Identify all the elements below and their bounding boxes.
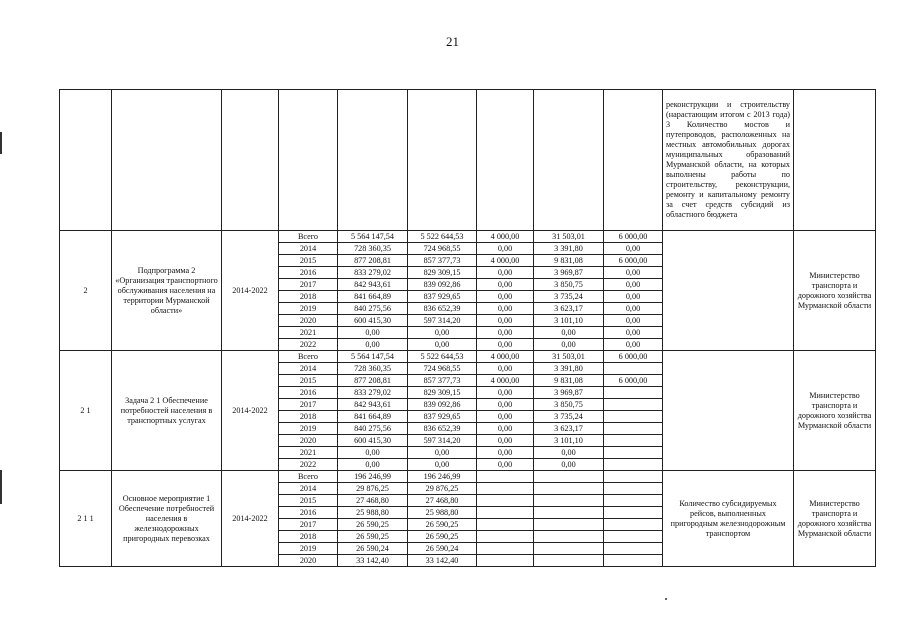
value-cell-v5: 0,00 xyxy=(604,339,663,351)
year-cell: 2015 xyxy=(279,255,338,267)
value-cell-v4 xyxy=(534,495,604,507)
block-number: 2 1 xyxy=(60,351,112,471)
value-cell-v3: 0,00 xyxy=(477,243,534,255)
value-cell-v3: 0,00 xyxy=(477,363,534,375)
block-indicator xyxy=(663,351,794,471)
block-number: 2 1 1 xyxy=(60,471,112,567)
table-row xyxy=(60,471,876,483)
continuation-row xyxy=(60,90,876,231)
block-name: Подпрограмма 2 «Организация транспортного обслуживания населения на территории Мурманской области» xyxy=(112,231,222,351)
year-cell: 2022 xyxy=(279,459,338,471)
value-cell-v3 xyxy=(477,507,534,519)
value-cell-v2: 0,00 xyxy=(408,327,477,339)
value-cell-v2: 836 652,39 xyxy=(408,303,477,315)
value-cell-v1: 26 590,24 xyxy=(338,543,408,555)
value-cell-v4 xyxy=(534,471,604,483)
value-cell-v3: 0,00 xyxy=(477,423,534,435)
value-cell-v4: 3 735,24 xyxy=(534,411,604,423)
value-cell-v4: 3 623,17 xyxy=(534,423,604,435)
cell-empty xyxy=(604,90,663,231)
page-dot xyxy=(665,598,667,600)
value-cell-v3: 4 000,00 xyxy=(477,351,534,363)
table-row xyxy=(60,231,876,243)
year-cell: Всего xyxy=(279,471,338,483)
year-cell: 2016 xyxy=(279,267,338,279)
binding-mark-bottom xyxy=(0,470,2,504)
value-cell-v3 xyxy=(477,531,534,543)
value-cell-v2: 839 092,86 xyxy=(408,399,477,411)
cell-empty xyxy=(534,90,604,231)
value-cell-v1: 877 208,81 xyxy=(338,255,408,267)
value-cell-v1: 600 415,30 xyxy=(338,435,408,447)
value-cell-v3: 0,00 xyxy=(477,387,534,399)
value-cell-v4 xyxy=(534,483,604,495)
value-cell-v5: 0,00 xyxy=(604,291,663,303)
value-cell-v5 xyxy=(604,435,663,447)
value-cell-v5 xyxy=(604,447,663,459)
value-cell-v5 xyxy=(604,423,663,435)
value-cell-v5: 6 000,00 xyxy=(604,375,663,387)
value-cell-v1: 196 246,99 xyxy=(338,471,408,483)
value-cell-v1: 833 279,02 xyxy=(338,267,408,279)
value-cell-v4: 31 503,01 xyxy=(534,231,604,243)
year-cell: 2018 xyxy=(279,291,338,303)
value-cell-v2: 857 377,73 xyxy=(408,375,477,387)
value-cell-v5 xyxy=(604,363,663,375)
value-cell-v2: 857 377,73 xyxy=(408,255,477,267)
year-cell: 2017 xyxy=(279,279,338,291)
value-cell-v4: 0,00 xyxy=(534,459,604,471)
value-cell-v4 xyxy=(534,555,604,567)
value-cell-v5 xyxy=(604,495,663,507)
value-cell-v1: 33 142,40 xyxy=(338,555,408,567)
value-cell-v3: 0,00 xyxy=(477,303,534,315)
value-cell-v3: 4 000,00 xyxy=(477,255,534,267)
year-cell: 2019 xyxy=(279,303,338,315)
value-cell-v2: 26 590,25 xyxy=(408,531,477,543)
value-cell-v4: 3 101,10 xyxy=(534,435,604,447)
value-cell-v4: 3 391,80 xyxy=(534,243,604,255)
year-cell: 2019 xyxy=(279,423,338,435)
value-cell-v3 xyxy=(477,543,534,555)
value-cell-v3: 0,00 xyxy=(477,315,534,327)
value-cell-v5 xyxy=(604,459,663,471)
value-cell-v1: 877 208,81 xyxy=(338,375,408,387)
value-cell-v3: 0,00 xyxy=(477,267,534,279)
cell-empty xyxy=(60,90,112,231)
value-cell-v3: 0,00 xyxy=(477,339,534,351)
value-cell-v5: 0,00 xyxy=(604,243,663,255)
value-cell-v3: 0,00 xyxy=(477,435,534,447)
value-cell-v5: 6 000,00 xyxy=(604,231,663,243)
value-cell-v5: 0,00 xyxy=(604,303,663,315)
value-cell-v1: 0,00 xyxy=(338,339,408,351)
value-cell-v5 xyxy=(604,543,663,555)
year-cell: 2015 xyxy=(279,375,338,387)
value-cell-v2: 0,00 xyxy=(408,459,477,471)
value-cell-v2: 0,00 xyxy=(408,447,477,459)
table-row xyxy=(60,351,876,363)
block-responsible: Министерство транспорта и дорожного хозяйства Мурманской области xyxy=(794,231,876,351)
year-cell: 2020 xyxy=(279,555,338,567)
page-number: 21 xyxy=(446,34,459,49)
value-cell-v5 xyxy=(604,411,663,423)
value-cell-v4: 9 831,08 xyxy=(534,375,604,387)
block-name: Основное мероприятие 1 Обеспечение потребностей населения в железнодорожных пригородных перевозках xyxy=(112,471,222,567)
value-cell-v1: 5 564 147,54 xyxy=(338,351,408,363)
cell-empty xyxy=(408,90,477,231)
block-indicator: Количество субсидируемых рейсов, выполненных пригородным железнодорожным транспортом xyxy=(663,471,794,567)
value-cell-v5: 0,00 xyxy=(604,267,663,279)
year-cell: 2022 xyxy=(279,339,338,351)
value-cell-v5 xyxy=(604,471,663,483)
block-indicator xyxy=(663,231,794,351)
program-table xyxy=(59,89,876,567)
value-cell-v4: 3 969,87 xyxy=(534,387,604,399)
year-cell: 2018 xyxy=(279,531,338,543)
value-cell-v4 xyxy=(534,543,604,555)
value-cell-v3: 4 000,00 xyxy=(477,375,534,387)
value-cell-v2: 837 929,65 xyxy=(408,411,477,423)
cell-empty xyxy=(222,90,279,231)
value-cell-v2: 29 876,25 xyxy=(408,483,477,495)
value-cell-v4 xyxy=(534,519,604,531)
value-cell-v5 xyxy=(604,483,663,495)
value-cell-v5 xyxy=(604,519,663,531)
value-cell-v3: 0,00 xyxy=(477,459,534,471)
value-cell-v4: 0,00 xyxy=(534,327,604,339)
value-cell-v1: 29 876,25 xyxy=(338,483,408,495)
value-cell-v1: 728 360,35 xyxy=(338,243,408,255)
value-cell-v2: 724 968,55 xyxy=(408,243,477,255)
value-cell-v1: 0,00 xyxy=(338,327,408,339)
value-cell-v1: 27 468,80 xyxy=(338,495,408,507)
block-period: 2014-2022 xyxy=(222,351,279,471)
value-cell-v2: 26 590,24 xyxy=(408,543,477,555)
year-cell: 2016 xyxy=(279,387,338,399)
value-cell-v2: 25 988,80 xyxy=(408,507,477,519)
value-cell-v3 xyxy=(477,471,534,483)
value-cell-v1: 26 590,25 xyxy=(338,519,408,531)
value-cell-v1: 5 564 147,54 xyxy=(338,231,408,243)
block-period: 2014-2022 xyxy=(222,471,279,567)
value-cell-v4: 3 623,17 xyxy=(534,303,604,315)
binding-mark-top xyxy=(0,132,2,154)
year-cell: 2021 xyxy=(279,447,338,459)
year-cell: 2018 xyxy=(279,411,338,423)
value-cell-v1: 0,00 xyxy=(338,459,408,471)
indicator-continuation: реконструкции и строительству (нарастающим итогом с 2013 года) 3 Количество мостов и путепроводов, расположенных на местных автомобильных дорогах муниципальных образований Мурманской области, на которых выполнены работы по строительству, реконструкции, ремонту и капитальному ремонту за счет средств субсидий из областного бюджета xyxy=(663,90,794,231)
value-cell-v4: 3 391,80 xyxy=(534,363,604,375)
year-cell: 2016 xyxy=(279,507,338,519)
year-cell: 2019 xyxy=(279,543,338,555)
year-cell: 2014 xyxy=(279,243,338,255)
value-cell-v1: 841 664,89 xyxy=(338,411,408,423)
value-cell-v3: 0,00 xyxy=(477,327,534,339)
block-period: 2014-2022 xyxy=(222,231,279,351)
value-cell-v4: 3 101,10 xyxy=(534,315,604,327)
year-cell: Всего xyxy=(279,351,338,363)
value-cell-v2: 836 652,39 xyxy=(408,423,477,435)
value-cell-v2: 0,00 xyxy=(408,339,477,351)
value-cell-v3 xyxy=(477,555,534,567)
value-cell-v1: 0,00 xyxy=(338,447,408,459)
value-cell-v2: 597 314,20 xyxy=(408,435,477,447)
year-cell: 2021 xyxy=(279,327,338,339)
value-cell-v1: 728 360,35 xyxy=(338,363,408,375)
value-cell-v5: 0,00 xyxy=(604,327,663,339)
year-cell: 2020 xyxy=(279,315,338,327)
value-cell-v5 xyxy=(604,387,663,399)
value-cell-v2: 829 309,15 xyxy=(408,267,477,279)
cell-empty xyxy=(338,90,408,231)
value-cell-v3 xyxy=(477,483,534,495)
cell-empty xyxy=(279,90,338,231)
value-cell-v5: 0,00 xyxy=(604,279,663,291)
value-cell-v4: 9 831,08 xyxy=(534,255,604,267)
value-cell-v2: 839 092,86 xyxy=(408,279,477,291)
value-cell-v3 xyxy=(477,519,534,531)
value-cell-v2: 724 968,55 xyxy=(408,363,477,375)
value-cell-v2: 597 314,20 xyxy=(408,315,477,327)
value-cell-v1: 840 275,56 xyxy=(338,423,408,435)
block-name: Задача 2 1 Обеспечение потребностей населения в транспортных услугах xyxy=(112,351,222,471)
value-cell-v3: 0,00 xyxy=(477,279,534,291)
value-cell-v3: 0,00 xyxy=(477,447,534,459)
value-cell-v3: 0,00 xyxy=(477,411,534,423)
value-cell-v5 xyxy=(604,531,663,543)
value-cell-v4 xyxy=(534,531,604,543)
value-cell-v4: 0,00 xyxy=(534,339,604,351)
value-cell-v2: 196 246,99 xyxy=(408,471,477,483)
value-cell-v4: 0,00 xyxy=(534,447,604,459)
value-cell-v4 xyxy=(534,507,604,519)
block-responsible: Министерство транспорта и дорожного хозяйства Мурманской области xyxy=(794,471,876,567)
value-cell-v1: 841 664,89 xyxy=(338,291,408,303)
cell-empty xyxy=(794,90,876,231)
value-cell-v3 xyxy=(477,495,534,507)
value-cell-v3: 4 000,00 xyxy=(477,231,534,243)
year-cell: 2015 xyxy=(279,495,338,507)
value-cell-v4: 3 850,75 xyxy=(534,399,604,411)
value-cell-v4: 3 969,87 xyxy=(534,267,604,279)
value-cell-v4: 3 735,24 xyxy=(534,291,604,303)
block-number: 2 xyxy=(60,231,112,351)
year-cell: 2014 xyxy=(279,363,338,375)
block-responsible: Министерство транспорта и дорожного хозяйства Мурманской области xyxy=(794,351,876,471)
value-cell-v3: 0,00 xyxy=(477,399,534,411)
value-cell-v2: 5 522 644,53 xyxy=(408,231,477,243)
year-cell: Всего xyxy=(279,231,338,243)
value-cell-v1: 840 275,56 xyxy=(338,303,408,315)
value-cell-v1: 26 590,25 xyxy=(338,531,408,543)
value-cell-v2: 27 468,80 xyxy=(408,495,477,507)
value-cell-v1: 833 279,02 xyxy=(338,387,408,399)
value-cell-v1: 842 943,61 xyxy=(338,399,408,411)
value-cell-v2: 5 522 644,53 xyxy=(408,351,477,363)
value-cell-v5 xyxy=(604,555,663,567)
value-cell-v4: 31 503,01 xyxy=(534,351,604,363)
value-cell-v5 xyxy=(604,507,663,519)
value-cell-v5 xyxy=(604,399,663,411)
year-cell: 2020 xyxy=(279,435,338,447)
year-cell: 2014 xyxy=(279,483,338,495)
value-cell-v5: 6 000,00 xyxy=(604,255,663,267)
value-cell-v2: 837 929,65 xyxy=(408,291,477,303)
value-cell-v1: 25 988,80 xyxy=(338,507,408,519)
table-body xyxy=(60,90,876,567)
value-cell-v2: 33 142,40 xyxy=(408,555,477,567)
value-cell-v5: 6 000,00 xyxy=(604,351,663,363)
value-cell-v1: 600 415,30 xyxy=(338,315,408,327)
year-cell: 2017 xyxy=(279,519,338,531)
value-cell-v5: 0,00 xyxy=(604,315,663,327)
value-cell-v2: 26 590,25 xyxy=(408,519,477,531)
cell-empty xyxy=(477,90,534,231)
value-cell-v3: 0,00 xyxy=(477,291,534,303)
year-cell: 2017 xyxy=(279,399,338,411)
value-cell-v1: 842 943,61 xyxy=(338,279,408,291)
cell-empty xyxy=(112,90,222,231)
value-cell-v4: 3 850,75 xyxy=(534,279,604,291)
value-cell-v2: 829 309,15 xyxy=(408,387,477,399)
